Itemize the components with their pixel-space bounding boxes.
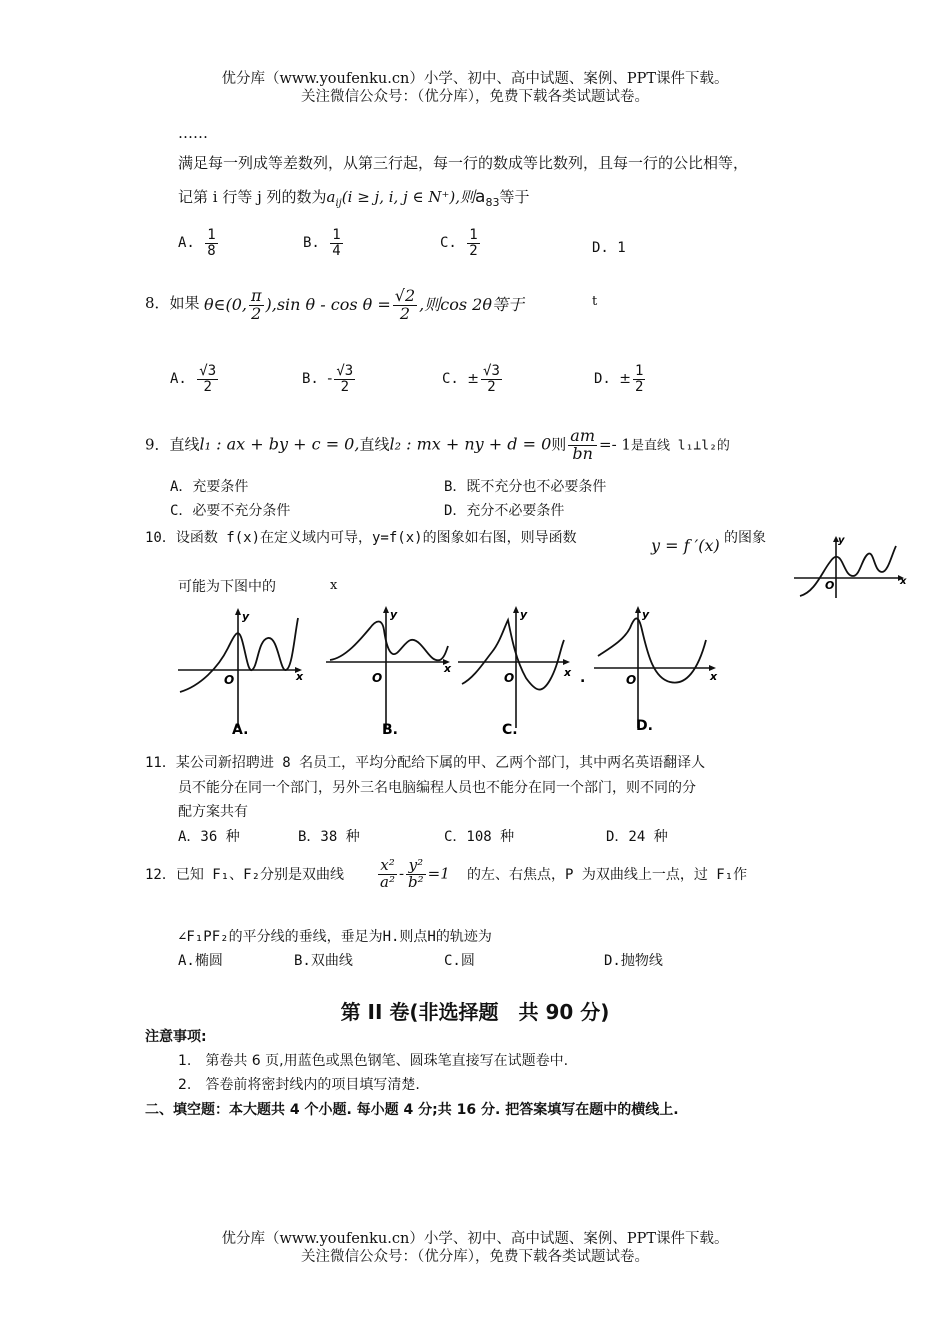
graph-a-curve — [180, 618, 298, 692]
q7-ellipsis: …… — [178, 124, 208, 142]
q7-option-b-num: 1 — [332, 227, 341, 243]
q10-stray: x — [330, 578, 338, 593]
graph-d-x-label: x — [710, 670, 718, 683]
q9-f-den: bn — [572, 443, 593, 463]
graph-a-x-label: x — [296, 670, 304, 683]
q8-option-d-num: 1 — [635, 363, 644, 379]
q7-option-a-num: 1 — [207, 227, 216, 243]
notes-title: 注意事项: — [145, 1029, 207, 1045]
q12-option-b: B.双曲线 — [294, 953, 353, 969]
q12-option-a: A.椭圆 — [178, 953, 223, 969]
graph-c-y-label: y — [520, 608, 528, 621]
q9-option-d: D．充分不必要条件 — [444, 503, 565, 519]
q8-formula — [204, 288, 524, 323]
q7-line-2-pre: 记第 i 行等 j 列的数为 — [178, 188, 327, 206]
graph-b-y-label: y — [390, 608, 398, 621]
graph-b-origin-label: O — [372, 671, 383, 685]
graph-b — [326, 606, 452, 738]
q8-part3: ,则cos 2θ等于 — [419, 294, 524, 314]
q10-formula: y = f ′(x) — [651, 536, 720, 555]
q12-formula — [376, 858, 450, 891]
graph-d-curve — [598, 618, 706, 682]
q9-f-num: am — [570, 426, 595, 445]
graph-d-choice-label: D. — [636, 718, 653, 734]
q7-formula-a: a — [326, 188, 336, 206]
q8-option-c-sign: ± — [467, 371, 480, 388]
q9-then: 则 — [551, 435, 567, 454]
graph-x-label: x — [900, 576, 907, 587]
q7-option-a — [178, 228, 220, 258]
q12-x-den: a² — [380, 872, 395, 891]
graph-c-axis-x-arrow — [563, 659, 570, 665]
q9-stem — [145, 428, 730, 463]
q11-option-c: C．108 种 — [444, 829, 515, 845]
note-2: 2. 答卷前将密封线内的项目填写清楚. — [178, 1077, 420, 1093]
q10-suffix: 的图象 — [724, 530, 766, 546]
footer-line-1: 优分库（www.youfenku.cn）小学、初中、高中试题、案例、PPT课件下载。 — [221, 1231, 729, 1247]
graph-c-axis-y-arrow — [513, 606, 519, 613]
q8-option-d — [594, 364, 647, 394]
q7-option-b-label: B. — [303, 235, 320, 252]
graph-d-axis-y-arrow — [635, 606, 641, 613]
q8-pi-num: π — [250, 286, 262, 305]
q7-option-a-label: A. — [178, 235, 195, 252]
q7-option-d-value: 1 — [617, 240, 626, 256]
q8-option-c-num: √3 — [483, 363, 500, 379]
q8-option-a-den: 2 — [203, 378, 212, 395]
q12-option-c: C.圆 — [444, 953, 475, 969]
graph-a — [178, 608, 304, 738]
q12-y-den: b² — [408, 872, 424, 891]
graph-c-dot: . — [580, 670, 586, 686]
q7-option-d-label: D. — [592, 240, 609, 256]
q8-option-a — [170, 364, 220, 394]
q7-condition: (i ≥ j, i, j ∈ N⁺),则 — [341, 188, 476, 206]
q8-option-b — [302, 364, 357, 394]
q7-line-2 — [178, 186, 529, 209]
q8-option-b-den: 2 — [340, 378, 349, 395]
q9-l1: l₁ : ax + by + c = 0, — [199, 434, 360, 454]
q10-choice-graphs — [170, 600, 730, 740]
graph-y-label: y — [838, 535, 845, 546]
q8-option-a-num: √3 — [199, 363, 217, 379]
q8-r-den: 2 — [399, 303, 411, 323]
q9-option-b: B．既不充分也不必要条件 — [444, 479, 607, 495]
curve-f — [800, 546, 896, 596]
footer-line-2: 关注微信公众号：（优分库），免费下载各类试题试卷。 — [301, 1249, 649, 1265]
q8-option-d-den: 2 — [635, 378, 644, 395]
q10-line-2: 可能为下图中的 — [178, 579, 276, 595]
q9-pre: 9．直线 — [145, 435, 200, 454]
q12-post: 的左、右焦点，P 为双曲线上一点，过 F₁作 — [467, 867, 748, 883]
q8-option-a-label: A. — [170, 371, 187, 388]
graph-b-choice-label: B. — [382, 722, 398, 738]
graph-origin-label: O — [825, 579, 835, 592]
q7-option-c-label: C. — [440, 235, 457, 252]
graph-c-x-label: x — [564, 666, 572, 679]
graph-a-origin-label: O — [224, 673, 235, 687]
q8-option-c-den: 2 — [487, 378, 496, 395]
graph-c — [458, 606, 585, 738]
section-2-heading: 二、填空题：本大题共 4 个小题. 每小题 4 分;共 16 分. 把答案填写在题中的横线上. — [145, 1102, 679, 1118]
q7-option-c-den: 2 — [469, 242, 478, 259]
header-line-1: 优分库（www.youfenku.cn）小学、初中、高中试题、案例、PPT课件下载。 — [221, 71, 729, 87]
q8-part2: ),sin θ - cos θ = — [265, 294, 391, 314]
graph-c-origin-label: O — [504, 671, 515, 685]
q11-line-2: 员不能分在同一个部门，另外三名电脑编程人员也不能分在同一个部门，则不同的分 — [178, 780, 696, 796]
q7-option-c — [440, 228, 482, 258]
note-1: 1. 第卷共 6 页,用蓝色或黑色钢笔、圆珠笔直接写在试题卷中. — [178, 1053, 569, 1069]
q9-l2: l₂ : mx + ny + d = 0 — [389, 434, 552, 454]
q12-pre: 12．已知 F₁、F₂分别是双曲线 — [145, 867, 345, 883]
q11-line-1: 11．某公司新招聘进 8 名员工，平均分配给下属的甲、乙两个部门，其中两名英语翻译人 — [145, 755, 706, 771]
q11-option-a: A．36 种 — [178, 829, 240, 845]
q9-eq: =- 1 — [599, 435, 631, 454]
q8-option-d-label: D. — [594, 371, 611, 388]
q8-r-num: √2 — [394, 286, 416, 305]
q7-target: a — [475, 187, 486, 207]
q11-option-b: B．38 种 — [298, 829, 360, 845]
q8-option-b-label: B. — [302, 371, 319, 388]
q8-part1: θ∈(0, — [204, 294, 247, 314]
q8-option-b-num: √3 — [336, 363, 354, 379]
graph-a-axis-y-arrow — [235, 608, 241, 615]
q8-option-c-label: C. — [442, 371, 459, 388]
q7-option-a-den: 8 — [207, 242, 216, 259]
q12-y-num: y² — [406, 858, 426, 875]
q7-option-b-den: 4 — [332, 242, 341, 259]
header-line-2: 关注微信公众号：（优分库），免费下载各类试题试卷。 — [301, 89, 649, 105]
q8-option-c — [442, 364, 504, 394]
q9-option-c: C．必要不充分条件 — [170, 503, 291, 519]
q7-suffix: 等于 — [499, 188, 530, 206]
graph-c-choice-label: C. — [502, 722, 518, 738]
q8-stray: t — [592, 294, 598, 309]
graph-a-y-label: y — [242, 610, 250, 623]
q7-formula-sub: ij — [335, 198, 342, 209]
q11-line-3: 配方案共有 — [178, 804, 248, 820]
q7-option-b — [303, 228, 345, 258]
q12-eq: =1 — [427, 864, 450, 883]
graph-d — [594, 606, 718, 734]
q7-option-c-num: 1 — [469, 227, 478, 243]
q9-mid: 直线 — [359, 435, 390, 454]
graph-d-y-label: y — [642, 608, 650, 621]
graph-a-choice-label: A. — [232, 722, 249, 738]
part2-title: 第 II 卷(非选择题 共 90 分) — [340, 1000, 610, 1024]
q8-number: 8．如果 — [145, 294, 200, 312]
q10-reference-graph — [790, 532, 910, 602]
q7-target-sub: 83 — [485, 196, 500, 209]
q7-option-d — [592, 240, 626, 256]
q12-x-num: x² — [378, 858, 397, 875]
q7-line-1: 满足每一列成等差数列，从第三行起，每一行的数成等比数列，且每一行的公比相等， — [178, 154, 749, 172]
q8-pi-den: 2 — [251, 303, 262, 323]
graph-b-axis-y-arrow — [383, 606, 389, 613]
graph-d-origin-label: O — [626, 673, 637, 687]
q8-option-d-sign: ± — [619, 371, 632, 388]
q12-line-2: ∠F₁PF₂的平分线的垂线，垂足为H.则点H的轨迹为 — [178, 929, 492, 945]
graph-b-x-label: x — [444, 662, 452, 675]
q10-line-1: 10．设函数 f(x)在定义域内可导，y=f(x)的图象如右图，则导函数 — [145, 530, 577, 546]
q8-option-b-sign: - — [327, 371, 333, 388]
q12-minus: - — [398, 864, 405, 883]
q9-option-a: A．充要条件 — [170, 479, 249, 495]
graph-b-curve — [330, 622, 448, 661]
q12-option-d: D.抛物线 — [604, 953, 663, 969]
q9-post: 是直线 l₁⊥l₂的 — [630, 438, 730, 454]
q11-option-d: D．24 种 — [606, 829, 668, 845]
